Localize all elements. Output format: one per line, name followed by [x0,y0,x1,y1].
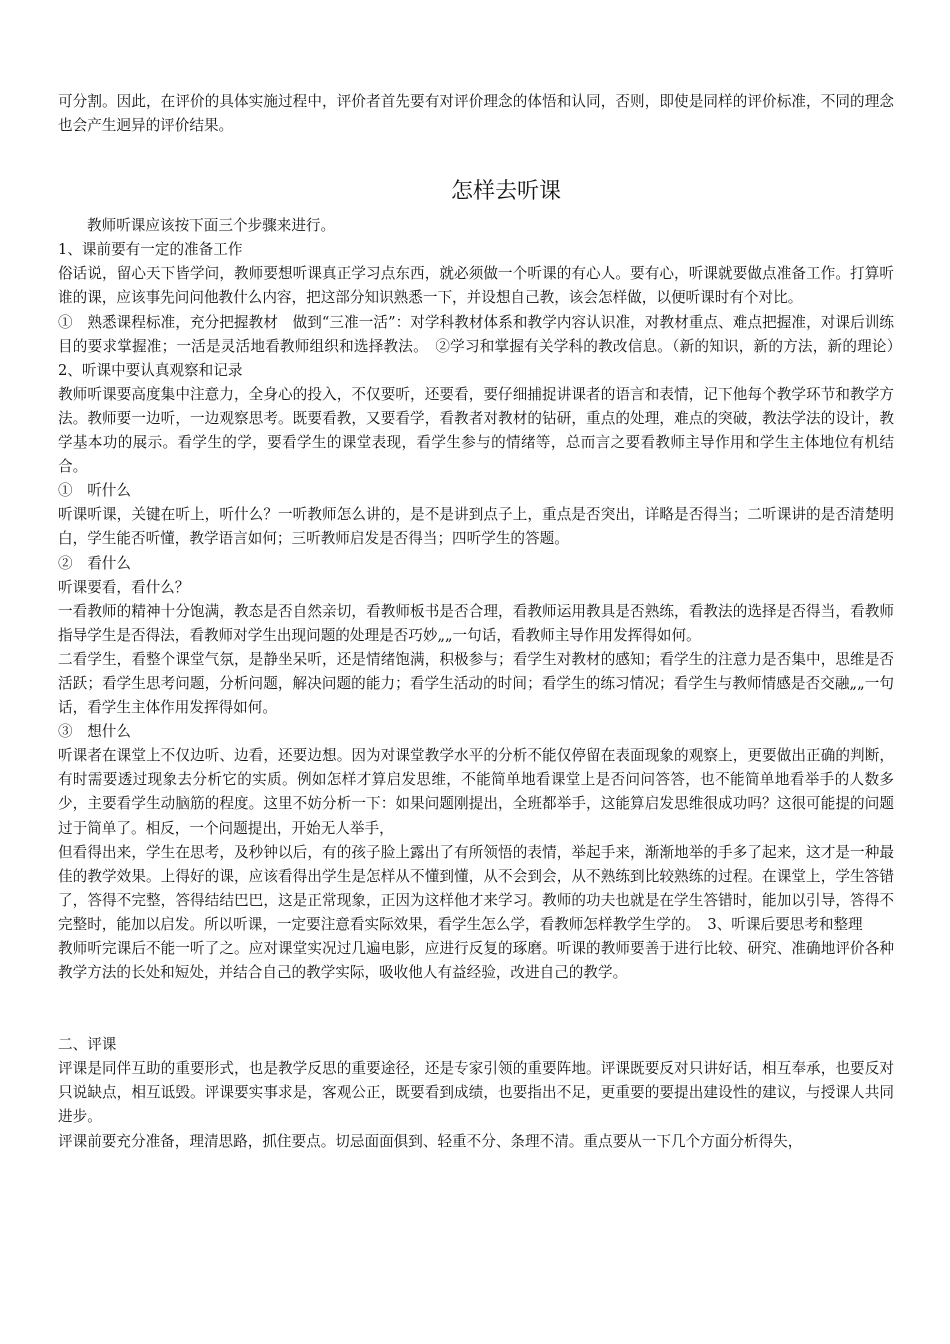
think-heading: ③ 想什么 [58,723,131,741]
intro-paragraph: 可分割。因此，在评价的具体实施过程中，评价者首先要有对评价理念的体悟和认同，否则，即使是同样的评价标准，不同的理念也会产生迥异的评价结果。 [58,93,894,135]
listen-body: 听课听课，关键在听上，听什么？一听教师怎么讲的，是不是讲到点子上，重点是否突出，详略是否得当；二听课讲的是否清楚明白，学生能否听懂，教学语言如何；三听教师启发是否得当；四听学生的答题。 [58,506,894,548]
look-heading: ② 看什么 [58,554,131,572]
section1-points: ① 熟悉课程标准，充分把握教材 做到“三准一活”：对学科教材体系和教学内容认识准，对教材重点、难点把握准，对课后训练目的要求掌握准；一活是灵活地看教师组织和选择教法。 ②学习和掌握有关学科的教改信息。（新的知识，新的方法，新的理论） 2、听课中要认真观察和记录 [58,313,909,379]
page-title: 怎样去听课 [450,179,561,205]
look-teacher-paragraph: 一看教师的精神十分饱满，教态是否自然亲切，看教师板书是否合理，看教师运用教具是否熟练，看教法的选择是否得当，看教师指导学生是否得法，看教师对学生出现问题的处理是否巧妙„„一句话，看教师主导作用发挥得如何。 [58,602,894,644]
section2-body: 教师听课要高度集中注意力，全身心的投入，不仅要听，还要看，要仔细捕捉讲课者的语言和表情，记下他每个教学环节和教学方法。教师要一边听，一边观察思考。既要看教，又要看学，看教者对教材的钻研，重点的处理，难点的突破，教法学法的设计，教学基本功的展示。看学生的学，要看学生的课堂表现，看学生参与的情绪等，总而言之要看教师主导作用和学生主体地位有机结合。 [58,385,894,476]
part2-paragraph-1: 评课是同伴互助的重要形式，也是教学反思的重要途径，还是专家引领的重要阵地。评课既要反对只讲好话，相互奉承，也要反对只说缺点，相互诋毁。评课要实事求是，客观公正，既要看到成绩，也要指出不足，更重要的要提出建设性的建议，与授课人共同进步。 [58,1060,894,1126]
look-student-paragraph: 二看学生，看整个课堂气氛，是静坐呆听，还是情绪饱满，积极参与；看学生对教材的感知；看学生的注意力是否集中，思维是否活跃；看学生思考问题，分析问题，解决问题的能力；看学生活动的时间；看学生的练习情况；看学生与教师情感是否交融„„一句话，看学生主体作用发挥得如何。 [58,650,894,717]
section3-body: 教师听完课后不能一听了之。应对课堂实况过几遍电影，应进行反复的琢磨。听课的教师要善于进行比较、研究、准确地评价各种教学方法的长处和短处，并结合自己的教学实际，吸收他人有益经验，改进自己的教学。 [58,940,894,982]
lead-paragraph: 教师听课应该按下面三个步骤来进行。 [87,217,336,235]
part2-paragraph-2: 评课前要充分准备，理清思路，抓住要点。切忌面面俱到、轻重不分、条理不清。重点要从一下几个方面分析得失， [58,1132,803,1150]
think-paragraph-1: 听课者在课堂上不仅边听、边看，还要边想。因为对课堂教学水平的分析不能仅停留在表面现象的观察上，更要做出正确的判断，有时需要透过现象去分析它的实质。例如怎样才算启发思维，不能简单地看课堂上是否问问答答，也不能简单地看举手的人数多少，主要看学生动脑筋的程度。这里不妨分析一下：如果问题刚提出，全班都举手，这能算启发思维很成功吗？这很可能提的问题过于简单了。相反，一个问题提出，开始无人举手， [58,747,894,837]
look-question: 听课要看，看什么？ [58,578,190,596]
think-paragraph-2: 但看得出来，学生在思考，及秒钟以后，有的孩子脸上露出了有所领悟的表情，举起手来，渐渐地举的手多了起来，这才是一种最佳的教学效果。上得好的课，应该看得出学生是怎样从不懂到懂，从不会到会，从不熟练到比较熟练的过程。在课堂上，学生答错了，答得不完整，答得结结巴巴，这是正常现象，正因为这样他才来学习。教师的功夫也就是在学生答错时，能加以引导，答得不完整时，能加以启发。所以听课，一定要注意看实际效果，看学生怎么学，看教师怎样教学生学的。 3、听课后要思考和整理 [58,843,894,933]
document-page [58,90,909,1154]
part2-heading: 二、评课 [58,1036,117,1054]
section1-body: 俗话说，留心天下皆学问，教师要想听课真正学习点东西，就必须做一个听课的有心人。要有心，听课就要做点准备工作。打算听谁的课，应该事先问问他教什么内容，把这部分知识熟悉一下，并设想自己教，该会怎样做，以便听课时有个对比。 [58,265,894,307]
section1-heading: 1、课前要有一定的准备工作 [58,241,243,259]
listen-heading: ① 听什么 [58,482,131,500]
spacer [58,985,894,1033]
